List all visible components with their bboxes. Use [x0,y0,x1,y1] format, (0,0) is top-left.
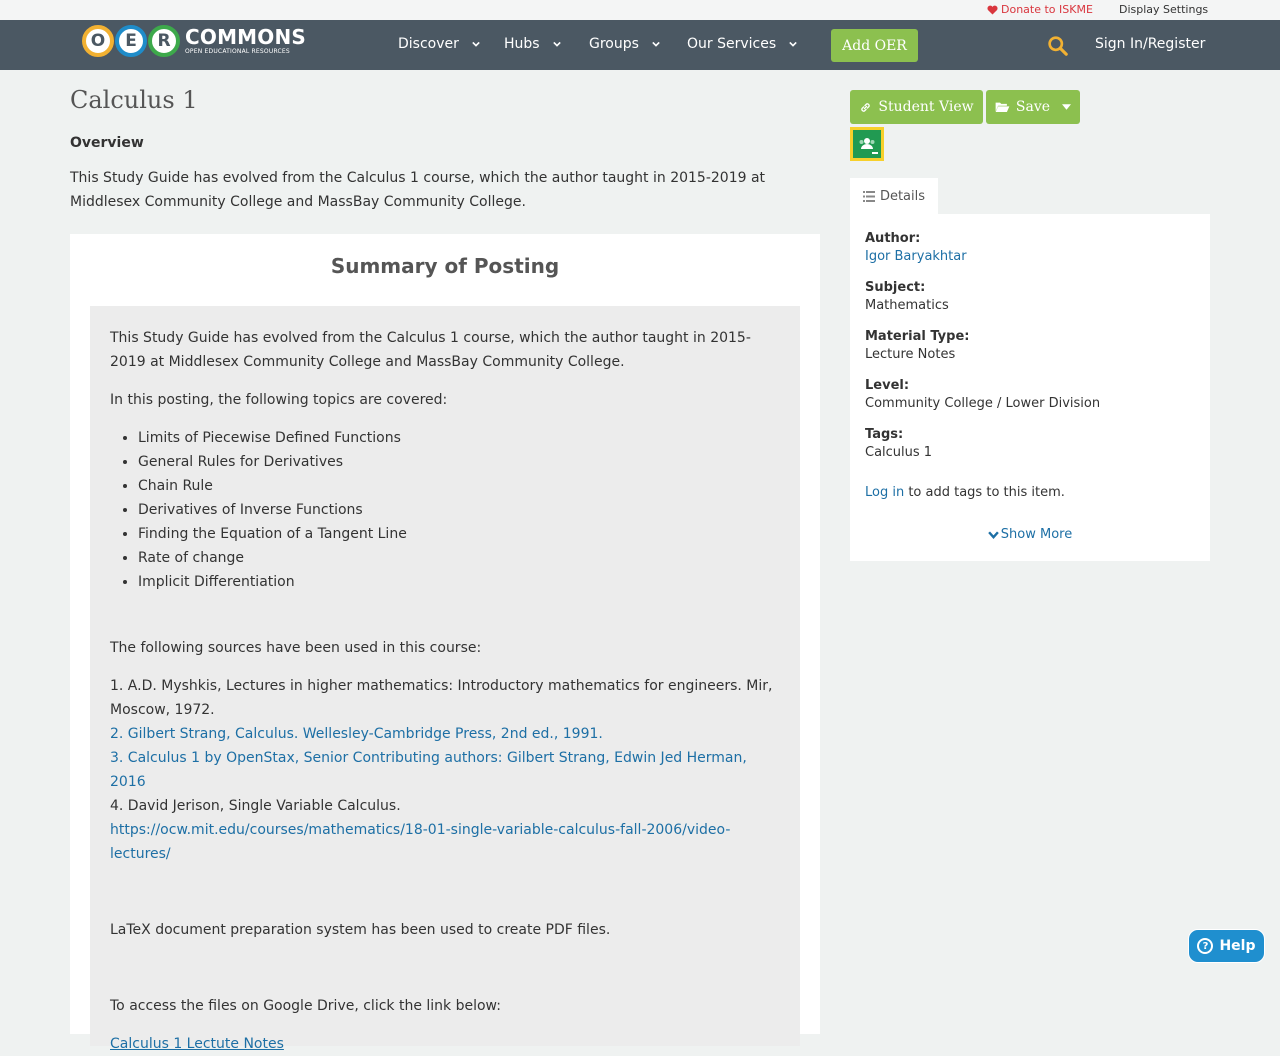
utility-bar [0,0,1280,20]
sources-lead: The following sources have been used in this course: [110,640,482,656]
logo-letter-e: E [115,25,147,57]
source-2-link[interactable]: 2. Gilbert Strang, Calculus. Wellesley-Cambridge Press, 2nd ed., 1991. [110,726,603,742]
material-type-value: Lecture Notes [865,347,956,362]
help-button[interactable] [1188,929,1265,963]
student-view-label: Student View [878,99,974,115]
logo-letter-r: R [148,25,180,57]
tab-details-label: Details [879,189,926,204]
author-link[interactable]: Igor Baryakhtar [865,249,967,264]
tags-label: Tags: [865,427,904,442]
chevron-down-icon [652,41,660,47]
summary-card [70,234,820,1052]
access-note: To access the files on Google Drive, click the link below: [110,998,501,1014]
drive-link[interactable]: Calculus 1 Lectute Notes [110,1036,284,1052]
donate-label: Donate to ISKME [1001,3,1093,16]
log-in-link[interactable]: Log in [865,485,905,500]
nav-discover[interactable] [398,36,480,52]
overview-text: This Study Guide has evolved from the Calculus 1 course, which the author taught in 2015-2019 at Middlesex Community College and MassBay Community College. [70,170,766,210]
list-item: • Chain Rule [138,474,780,498]
list-item: • Implicit Differentiation [138,570,780,594]
help-label: Help [1219,938,1256,954]
main-navbar [0,20,1280,70]
spacer [110,866,780,918]
sign-in-register-link[interactable]: Sign In/Register [1095,36,1206,52]
nav-discover-label: Discover [398,36,459,52]
source-4: 4. David Jerison, Single Variable Calculus. [110,798,401,814]
login-suffix: to add tags to this item. [904,485,1065,500]
list-icon [863,191,875,202]
chevron-down-icon [789,41,797,47]
topics-lead: In this posting, the following topics are covered: [110,392,448,408]
heart-icon [987,5,998,15]
summary-intro: This Study Guide has evolved from the Calculus 1 course, which the author taught in 2015-2019 at Middlesex Community College and MassBay Community College. [110,330,751,370]
nav-our-services-label: Our Services [687,36,777,52]
list-item: • General Rules for Derivatives [138,450,780,474]
tab-details[interactable] [850,178,938,215]
summary-content [90,306,800,1052]
source-4-url-link[interactable]: https://ocw.mit.edu/courses/mathematics/18-01-single-variable-calculus-fall-2006/video-lectures/ [110,822,731,862]
latex-note: LaTeX document preparation system has been used to create PDF files. [110,922,611,938]
search-icon[interactable] [1047,35,1068,56]
spacer [110,956,780,994]
nav-groups[interactable] [589,36,660,52]
student-view-button[interactable] [850,90,983,124]
show-more-label: Show More [1000,527,1073,542]
chevron-down-icon [988,531,999,539]
nav-hubs[interactable] [504,36,561,52]
chevron-down-icon [553,41,561,47]
save-button[interactable] [986,90,1080,124]
display-settings-link[interactable]: Display Settings [1119,3,1209,16]
folder-open-icon [995,101,1010,113]
list-item: • Limits of Piecewise Defined Functions [138,426,780,450]
material-type-label: Material Type: [865,329,970,344]
list-item: • Finding the Equation of a Tangent Line [138,522,780,546]
subject-label: Subject: [865,280,926,295]
list-item: • Derivatives of Inverse Functions [138,498,780,522]
save-label: Save [1015,99,1051,115]
overview-heading: Overview [70,135,144,151]
author-label: Author: [865,231,921,246]
question-icon: ? [1197,938,1213,954]
google-classroom-share-button[interactable] [850,127,884,161]
logo-text [185,26,306,56]
nav-hubs-label: Hubs [504,36,540,52]
chevron-down-icon [472,41,480,47]
spacer [110,608,780,636]
add-oer-button[interactable]: Add OER [831,29,918,62]
level-value: Community College / Lower Division [865,396,1101,411]
tags-value: Calculus 1 [865,445,933,460]
source-1: 1. A.D. Myshkis, Lectures in higher mathematics: Introductory mathematics for engineers. Mir, Moscow, 1972. [110,678,773,718]
logo-name: COMMONS [185,25,307,49]
summary-title: Summary of Posting [330,254,560,278]
nav-groups-label: Groups [589,36,639,52]
oer-commons-logo[interactable] [82,25,306,57]
list-item: • Rate of change [138,546,780,570]
logo-tagline: OPEN EDUCATIONAL RESOURCES [185,48,290,55]
google-classroom-icon [853,130,881,158]
subject-value: Mathematics [865,298,949,313]
donate-link[interactable] [987,3,1093,16]
show-more-button[interactable] [850,527,1210,542]
level-label: Level: [865,378,910,393]
page-title: Calculus 1 [70,86,198,114]
link-icon [859,101,872,114]
source-3-link[interactable]: 3. Calculus 1 by OpenStax, Senior Contributing authors: Gilbert Strang, Edwin Jed Herman, 2016 [110,750,747,790]
login-to-tag [865,485,1065,500]
logo-letter-o: O [82,25,114,57]
caret-down-icon [1062,104,1071,110]
nav-our-services[interactable] [687,36,797,52]
topics-list [138,426,780,594]
details-panel [850,214,1210,561]
